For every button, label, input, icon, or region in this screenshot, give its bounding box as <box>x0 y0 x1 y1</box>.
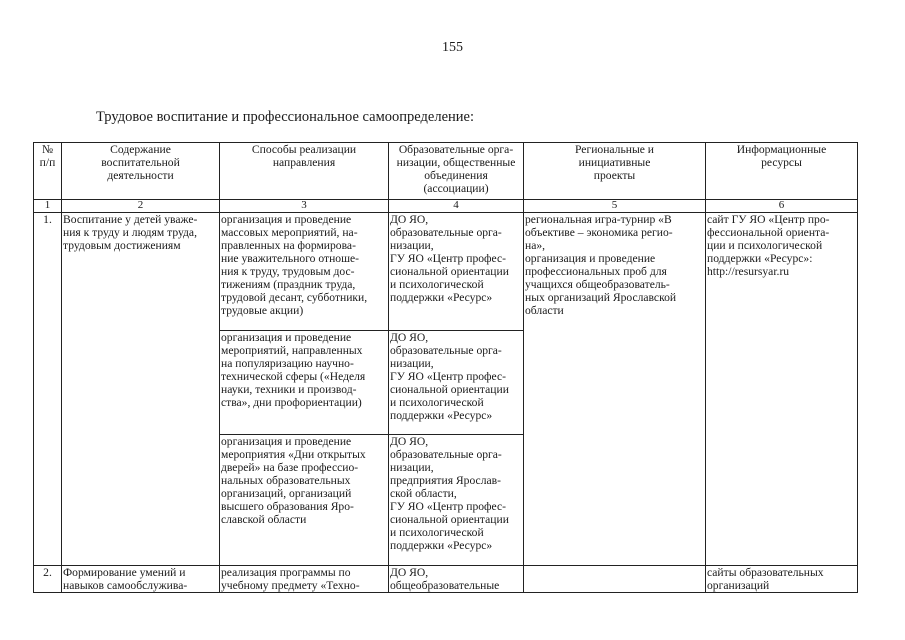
column-number: 5 <box>524 200 706 213</box>
organizations-cell: ДО ЯО, образовательные орга- низации, ГУ ЯО «Центр профес- сиональной ориентации и психологической поддержки «Ресурс» <box>389 213 524 331</box>
organizations-cell: ДО ЯО, образовательные орга- низации, предприятия Ярослав- ской области, ГУ ЯО «Центр профес- сиональной ориентации и психологической поддержки «Ресурс» <box>389 435 524 566</box>
page-number: 155 <box>442 40 463 55</box>
projects-cell: региональная игра-турнир «В объективе – экономика регио- на», организация и проведение профессиональных проб для учащихся общеобразователь- ных организаций Ярославской области <box>524 213 706 566</box>
section-heading: Трудовое воспитание и профессиональное самоопределение: <box>96 109 474 125</box>
header-organizations: Образовательные орга- низации, общественные объединения (ассоциации) <box>389 143 524 200</box>
table-row <box>34 213 858 331</box>
column-number: 3 <box>220 200 389 213</box>
header-number: № п/п <box>34 143 62 200</box>
table-row <box>34 566 858 593</box>
column-number: 4 <box>389 200 524 213</box>
method-cell: реализация программы по учебному предмету «Техно- <box>220 566 389 593</box>
content-cell: Формирование умений и навыков самообслужива- <box>62 566 220 593</box>
method-cell: организация и проведение мероприятия «Дни открытых дверей» на базе профессио- нальных образовательных организаций, организаций высшего образования Яро- славской области <box>220 435 389 566</box>
method-cell: организация и проведение мероприятий, направленных на популяризацию научно- технической сферы («Неделя науки, техники и производ- ства», дни профориентации) <box>220 331 389 435</box>
column-number: 1 <box>34 200 62 213</box>
resources-cell: сайт ГУ ЯО «Центр про- фессиональной ориента- ции и психологической поддержки «Ресурс»: http://resursyar.ru <box>706 213 858 566</box>
organizations-cell: ДО ЯО, общеобразовательные <box>389 566 524 593</box>
column-number: 6 <box>706 200 858 213</box>
header-resources: Информационные ресурсы <box>706 143 858 200</box>
column-number-row <box>34 200 858 213</box>
column-number: 2 <box>62 200 220 213</box>
content-cell: Воспитание у детей уваже- ния к труду и людям труда, трудовым достижениям <box>62 213 220 566</box>
row-number: 1. <box>34 213 62 566</box>
projects-cell <box>524 566 706 593</box>
row-number: 2. <box>34 566 62 593</box>
header-content: Содержание воспитательной деятельности <box>62 143 220 200</box>
education-plan-table <box>33 142 858 593</box>
organizations-cell: ДО ЯО, образовательные орга- низации, ГУ ЯО «Центр профес- сиональной ориентации и психологической поддержки «Ресурс» <box>389 331 524 435</box>
resources-cell: сайты образовательных организаций <box>706 566 858 593</box>
header-projects: Региональные и инициативные проекты <box>524 143 706 200</box>
table-header-row <box>34 143 858 200</box>
header-methods: Способы реализации направления <box>220 143 389 200</box>
method-cell: организация и проведение массовых мероприятий, на- правленных на формирова- ние уважительного отноше- ния к труду, трудовым дос- тижениям (праздник труда, трудовой десант, субботники, трудовые акции) <box>220 213 389 331</box>
